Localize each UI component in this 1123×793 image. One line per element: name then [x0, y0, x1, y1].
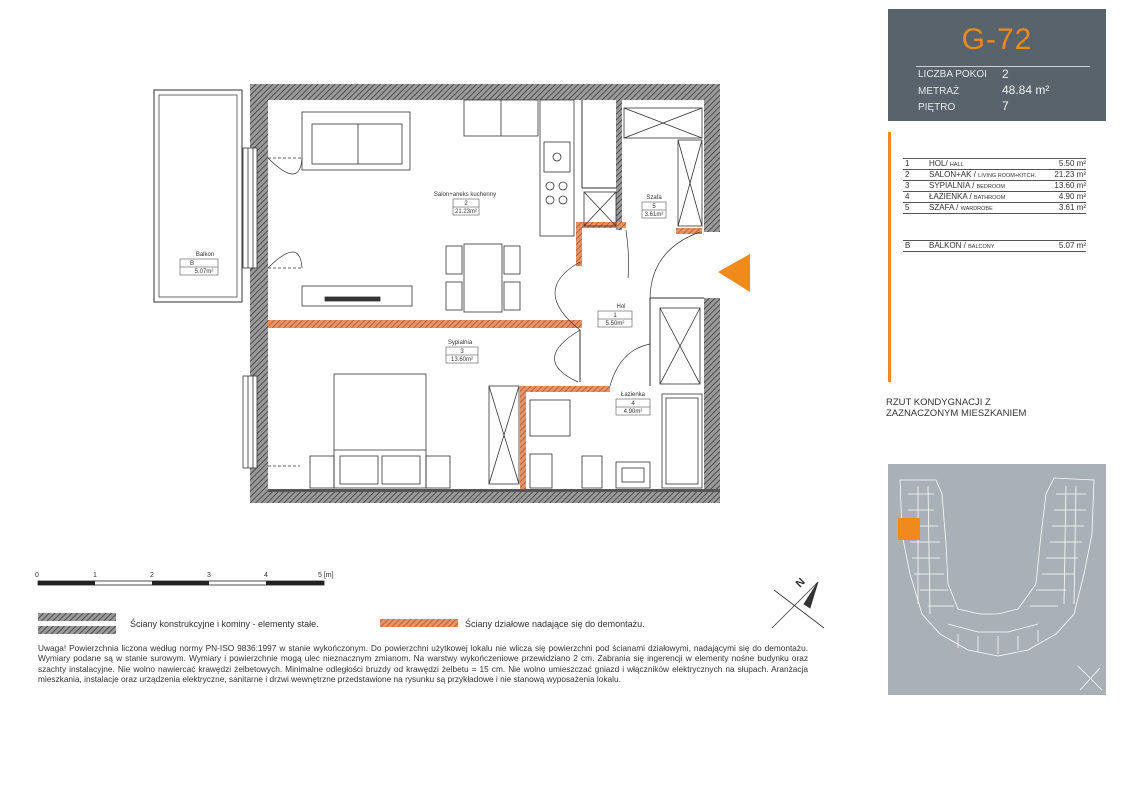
key-plan-drawing [888, 464, 1106, 695]
room-row: 4 ŁAZIENKA / BATHROOM 4.90 m² [905, 192, 1086, 201]
balcony-no: B [189, 261, 195, 267]
inner-walls [580, 100, 704, 386]
balcony-label: Balkon [195, 252, 215, 258]
scale-tick-5: 5 [m] [318, 572, 334, 579]
scale-tick-3: 3 [207, 572, 211, 579]
key-plan-north-icon [1078, 666, 1102, 690]
legend-removable-text: Ściany działowe nadające się do demontażu. [465, 619, 645, 629]
area-value: 48.84 m² [1002, 83, 1050, 97]
balcony-area: 5.07m² [194, 269, 214, 275]
legend-structural-swatch-2 [38, 626, 116, 634]
accent-bar [888, 132, 891, 382]
bedroom-label: Sypialnia [447, 340, 473, 346]
bedroom-furniture [310, 374, 450, 488]
wardrobe-label: Szafa [646, 195, 662, 201]
rooms-value: 2 [1002, 67, 1009, 81]
bedroom-area: 13.60m² [450, 357, 474, 363]
area-label: METRAŻ [918, 86, 960, 97]
floor-caption: RZUT KONDYGNACJI Z ZAZNACZONYM MIESZKANIEM [886, 397, 1027, 419]
selected-apartment-marker [898, 518, 920, 540]
bathroom-no: 4 [631, 401, 635, 407]
hall-no: 1 [613, 313, 617, 319]
living-area: 21.23m² [454, 209, 478, 215]
room-row: 2 SALON+AK / LIVING ROOM+KITCH. 21.23 m² [905, 170, 1086, 179]
hall-label: Hol [616, 304, 626, 310]
rooms-label: LICZBA POKOI [918, 69, 987, 80]
bathroom-area: 4.90m² [623, 409, 643, 415]
bathroom-label: Łazienka [620, 392, 646, 398]
legend-structural-text: Ściany konstrukcyjne i kominy - elementy stałe. [130, 619, 319, 629]
floor-label: PIĘTRO [918, 102, 956, 113]
legend-structural-swatch [38, 613, 116, 621]
scale-tick-4: 4 [264, 572, 268, 579]
wardrobe-no: 5 [652, 204, 656, 210]
wardrobe-area: 3.61m² [644, 212, 664, 218]
bedroom-no: 3 [460, 349, 464, 355]
scale-tick-0: 0 [35, 572, 39, 579]
room-row: 1 HOL/ HALL 5.50 m² [905, 159, 1086, 168]
scale-tick-2: 2 [150, 572, 154, 579]
legend-removable-swatch [380, 619, 458, 627]
north-arrow-icon [772, 582, 824, 628]
living-no: 2 [464, 201, 468, 207]
north-label: N [793, 576, 808, 591]
key-plan [888, 464, 1106, 695]
apartment-header [888, 9, 1106, 121]
balcony-row: B BALKON / BALCONY 5.07 m² [905, 241, 1086, 250]
entrance-arrow [718, 254, 750, 292]
living-furniture [302, 100, 574, 312]
room-row: 3 SYPIALNIA / BEDROOM 13.60 m² [905, 181, 1086, 190]
disclaimer-note: Uwaga! Powierzchnia liczona według normy PN-ISO 9836:1997 w stanie wykończonym. Do powierzchni użytkowej lokalu nie wlicza się powierzchni pod ścianami działowymi, nadającymi się do demontażu. Wymiary podane są w stanie surowym. Wymiary i powierzchnie mogą ulec nieznacznym zmianom. Na warstwy wykończeniowe przewidziano 2 cm. Zabrania się ingerencji w elementy nośne budynku oraz szachty instalacyjne. Nie wolno nawiercać krawędzi żelbetowych. Minimalne odległości bruzdy od krawędzi żelbetu = 15 cm. Nie wolno umieszczać gniazd i włączników elektrycznych na słupach. Aranżacja mieszkania, instalacje oraz urządzenia elektryczne, sanitarne i drzwi wewnętrzne przedstawione na rysunku są przykładowe i nie stanową wyposażenia lokalu. [38, 643, 808, 684]
room-row: 5 SZAFA / WARDROBE 3.61 m² [905, 203, 1086, 212]
apartment-code: G-72 [961, 23, 1033, 56]
structural-walls [250, 84, 720, 503]
scale-tick-1: 1 [93, 572, 97, 579]
hall-area: 5.50m² [605, 321, 625, 327]
floor-value: 7 [1002, 99, 1009, 113]
scale-bar [38, 581, 324, 585]
living-label: Salon+aneks kuchenny [433, 192, 497, 198]
partition-walls [268, 222, 702, 489]
